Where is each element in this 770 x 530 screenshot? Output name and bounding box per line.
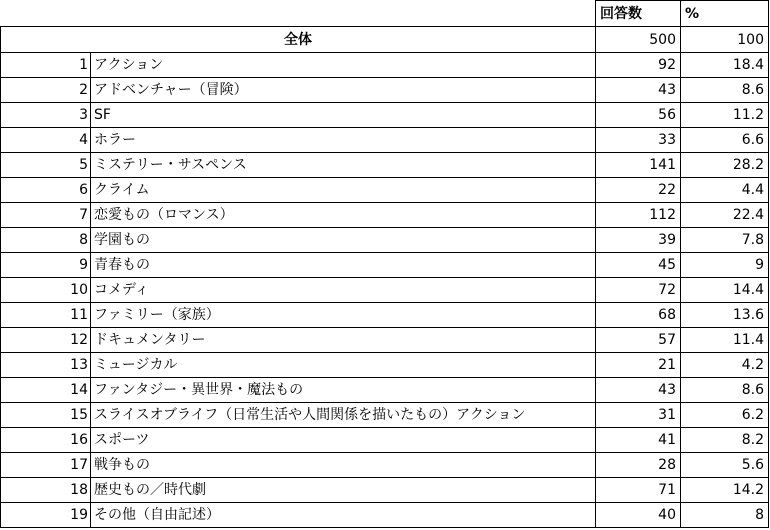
table-row: [1, 503, 769, 528]
row-pct-cell[interactable]: 8: [681, 503, 769, 528]
table-row: [1, 228, 769, 253]
row-pct-cell[interactable]: 18.4: [681, 53, 769, 78]
row-count-cell[interactable]: 33: [596, 128, 681, 153]
row-label-cell[interactable]: 学園もの: [91, 228, 596, 253]
row-number-cell[interactable]: 2: [1, 78, 91, 103]
row-pct-cell[interactable]: 4.4: [681, 178, 769, 203]
row-count-cell[interactable]: 56: [596, 103, 681, 128]
table-row: [1, 478, 769, 503]
total-row: [1, 27, 769, 53]
row-label-cell[interactable]: コメディ: [91, 278, 596, 303]
table-row: [1, 128, 769, 153]
table-row: [1, 353, 769, 378]
row-label-cell[interactable]: SF: [91, 103, 596, 128]
row-count-cell[interactable]: 71: [596, 478, 681, 503]
table-row: [1, 178, 769, 203]
row-label-cell[interactable]: アクション: [91, 53, 596, 78]
row-label-cell[interactable]: ファミリー（家族）: [91, 303, 596, 328]
row-label-cell[interactable]: 歴史もの／時代劇: [91, 478, 596, 503]
row-label-cell[interactable]: 戦争もの: [91, 453, 596, 478]
row-label-cell[interactable]: ミステリー・サスペンス: [91, 153, 596, 178]
table-row: [1, 428, 769, 453]
row-number-cell[interactable]: 15: [1, 403, 91, 428]
row-label-cell[interactable]: クライム: [91, 178, 596, 203]
row-count-cell[interactable]: 41: [596, 428, 681, 453]
table-row: [1, 103, 769, 128]
table-row: [1, 78, 769, 103]
row-count-cell[interactable]: 72: [596, 278, 681, 303]
row-pct-cell[interactable]: 8.2: [681, 428, 769, 453]
row-label-cell[interactable]: 青春もの: [91, 253, 596, 278]
row-label-cell[interactable]: 恋愛もの（ロマンス）: [91, 203, 596, 228]
row-number-cell[interactable]: 4: [1, 128, 91, 153]
row-number-cell[interactable]: 14: [1, 378, 91, 403]
row-count-cell[interactable]: 21: [596, 353, 681, 378]
row-count-cell[interactable]: 31: [596, 403, 681, 428]
row-number-cell[interactable]: 8: [1, 228, 91, 253]
row-pct-cell[interactable]: 5.6: [681, 453, 769, 478]
row-pct-cell[interactable]: 13.6: [681, 303, 769, 328]
row-number-cell[interactable]: 16: [1, 428, 91, 453]
row-number-cell[interactable]: 13: [1, 353, 91, 378]
row-pct-cell[interactable]: 14.4: [681, 278, 769, 303]
row-number-cell[interactable]: 12: [1, 328, 91, 353]
row-count-cell[interactable]: 92: [596, 53, 681, 78]
table-row: [1, 303, 769, 328]
header-blank-cell[interactable]: [91, 1, 596, 27]
table-row: [1, 378, 769, 403]
row-number-cell[interactable]: 18: [1, 478, 91, 503]
row-label-cell[interactable]: スポーツ: [91, 428, 596, 453]
row-number-cell[interactable]: 10: [1, 278, 91, 303]
row-pct-cell[interactable]: 8.6: [681, 378, 769, 403]
row-count-cell[interactable]: 112: [596, 203, 681, 228]
header-count-cell[interactable]: 回答数: [596, 1, 681, 27]
row-pct-cell[interactable]: 9: [681, 253, 769, 278]
row-pct-cell[interactable]: 22.4: [681, 203, 769, 228]
table-row: [1, 453, 769, 478]
row-pct-cell[interactable]: 11.2: [681, 103, 769, 128]
header-row: [1, 1, 769, 27]
table-row: [1, 328, 769, 353]
row-label-cell[interactable]: アドベンチャー（冒険）: [91, 78, 596, 103]
row-count-cell[interactable]: 57: [596, 328, 681, 353]
row-number-cell[interactable]: 5: [1, 153, 91, 178]
row-number-cell[interactable]: 6: [1, 178, 91, 203]
table-row: [1, 203, 769, 228]
total-count-cell[interactable]: 500: [596, 27, 681, 53]
row-pct-cell[interactable]: 6.6: [681, 128, 769, 153]
row-pct-cell[interactable]: 8.6: [681, 78, 769, 103]
table-row: [1, 403, 769, 428]
total-label-cell[interactable]: 全体: [1, 27, 596, 53]
row-label-cell[interactable]: ミュージカル: [91, 353, 596, 378]
row-label-cell[interactable]: その他（自由記述）: [91, 503, 596, 528]
row-pct-cell[interactable]: 7.8: [681, 228, 769, 253]
row-pct-cell[interactable]: 11.4: [681, 328, 769, 353]
row-count-cell[interactable]: 28: [596, 453, 681, 478]
row-count-cell[interactable]: 68: [596, 303, 681, 328]
table-row: [1, 253, 769, 278]
row-number-cell[interactable]: 3: [1, 103, 91, 128]
row-count-cell[interactable]: 22: [596, 178, 681, 203]
row-number-cell[interactable]: 11: [1, 303, 91, 328]
table-row: [1, 153, 769, 178]
row-count-cell[interactable]: 43: [596, 378, 681, 403]
row-number-cell[interactable]: 9: [1, 253, 91, 278]
row-pct-cell[interactable]: 4.2: [681, 353, 769, 378]
header-pct-cell[interactable]: %: [681, 1, 769, 27]
row-count-cell[interactable]: 40: [596, 503, 681, 528]
header-blank-cell[interactable]: [1, 1, 91, 27]
row-number-cell[interactable]: 17: [1, 453, 91, 478]
row-count-cell[interactable]: 43: [596, 78, 681, 103]
row-count-cell[interactable]: 45: [596, 253, 681, 278]
row-pct-cell[interactable]: 6.2: [681, 403, 769, 428]
total-pct-cell[interactable]: 100: [681, 27, 769, 53]
row-label-cell[interactable]: スライスオブライフ（日常生活や人間関係を描いたもの）アクション: [91, 403, 596, 428]
row-number-cell[interactable]: 1: [1, 53, 91, 78]
row-number-cell[interactable]: 19: [1, 503, 91, 528]
row-label-cell[interactable]: ホラー: [91, 128, 596, 153]
table-row: [1, 278, 769, 303]
table-row: [1, 53, 769, 78]
row-pct-cell[interactable]: 28.2: [681, 153, 769, 178]
row-pct-cell[interactable]: 14.2: [681, 478, 769, 503]
row-number-cell[interactable]: 7: [1, 203, 91, 228]
row-count-cell[interactable]: 39: [596, 228, 681, 253]
row-label-cell[interactable]: ドキュメンタリー: [91, 328, 596, 353]
row-label-cell[interactable]: ファンタジー・異世界・魔法もの: [91, 378, 596, 403]
row-count-cell[interactable]: 141: [596, 153, 681, 178]
